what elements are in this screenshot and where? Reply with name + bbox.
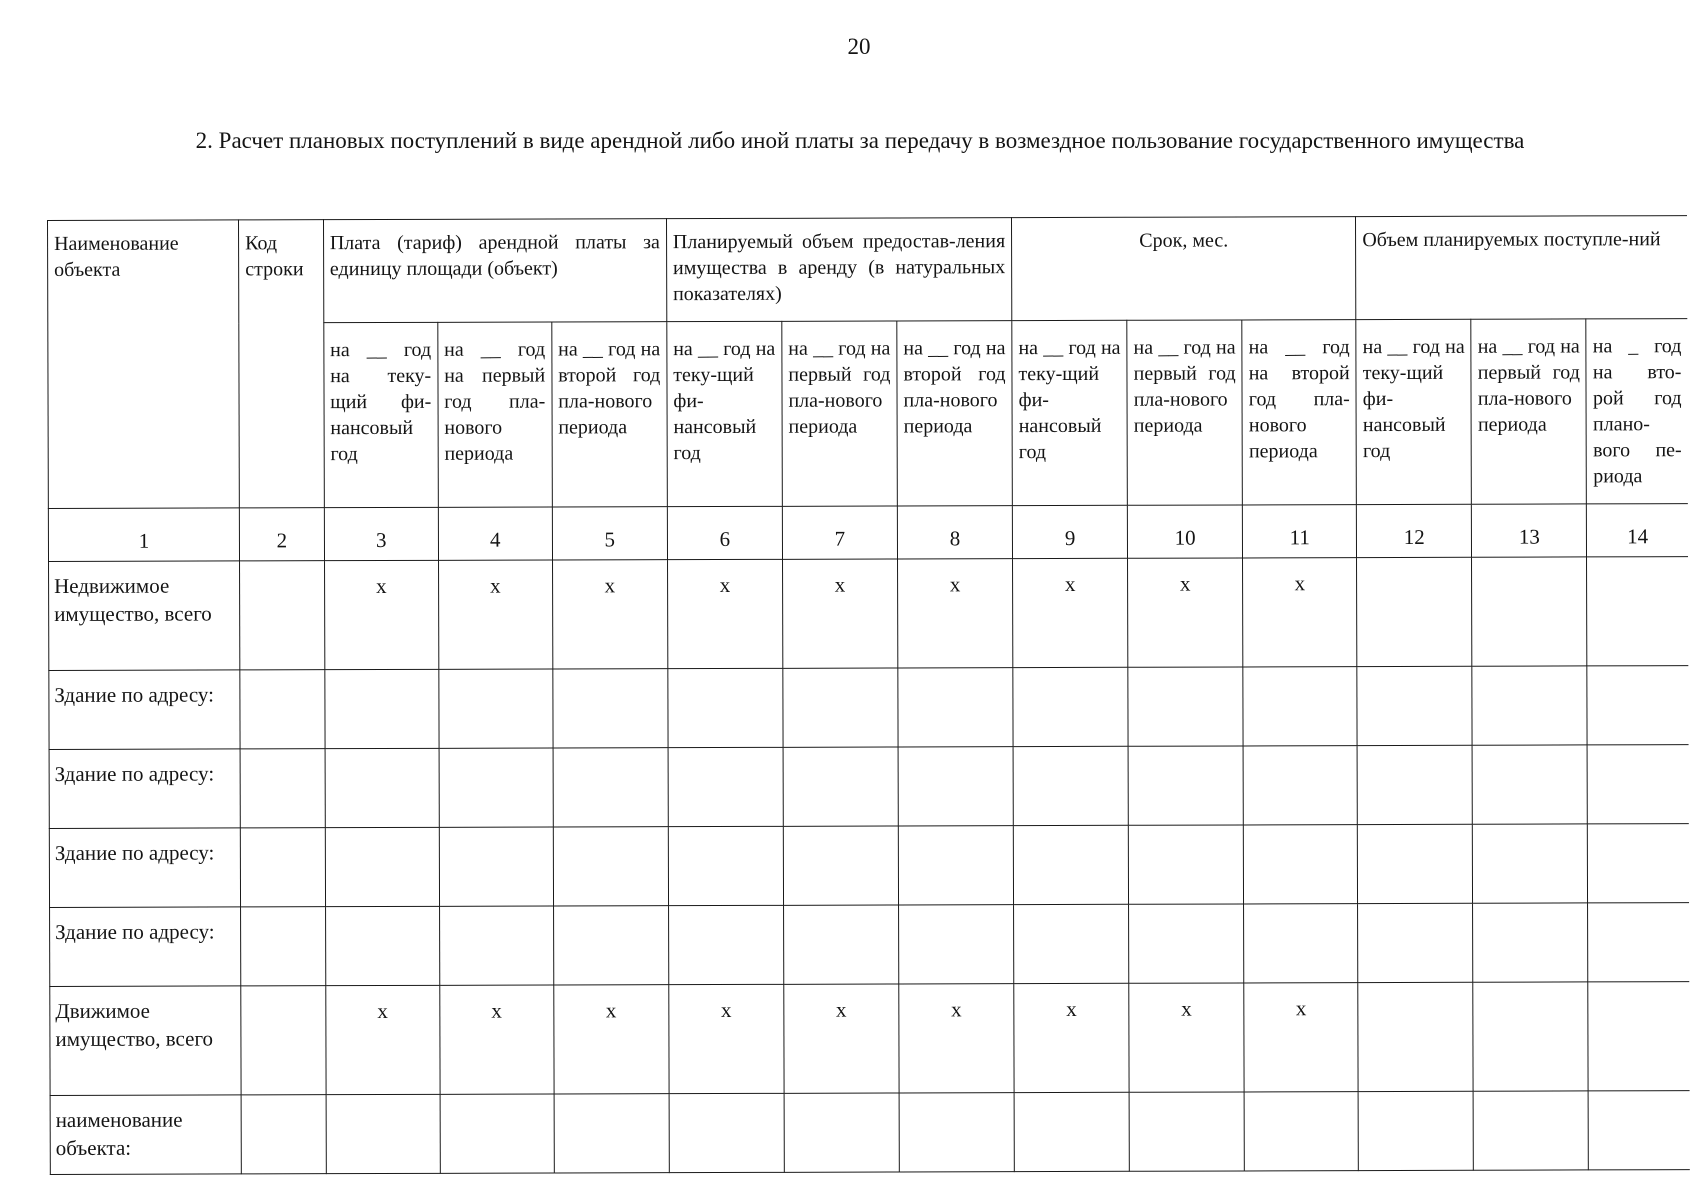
row-code-cell[interactable] xyxy=(241,986,326,1095)
column-number-row xyxy=(48,504,1688,562)
table-cell[interactable] xyxy=(668,668,783,747)
table-cell: x xyxy=(440,985,554,1094)
table-cell: x xyxy=(1129,983,1244,1092)
column-number: 1 xyxy=(48,508,239,562)
column-number: 11 xyxy=(1243,505,1357,558)
table-cell: x xyxy=(553,985,668,1094)
column-number: 4 xyxy=(438,507,552,560)
table-cell: x xyxy=(1014,983,1129,1092)
column-number: 9 xyxy=(1012,505,1127,558)
subheader-cell: на __ год на первый год пла-нового периода xyxy=(1471,319,1587,504)
table-cell: x xyxy=(324,560,438,669)
table-cell[interactable] xyxy=(1473,982,1588,1091)
table-cell[interactable] xyxy=(1472,745,1587,824)
table-cell[interactable] xyxy=(1358,1091,1473,1170)
table-cell[interactable] xyxy=(554,1094,669,1173)
table-cell[interactable] xyxy=(1244,904,1358,983)
group-header-rate: Плата (тариф) арендной платы за единицу площади (объект) xyxy=(323,219,666,323)
row-name: Здание по адресу: xyxy=(49,670,240,750)
revenue-table-container xyxy=(47,215,1690,1175)
table-cell[interactable] xyxy=(1243,746,1357,825)
table-cell[interactable] xyxy=(783,826,898,905)
table-cell[interactable] xyxy=(783,905,898,984)
table-cell[interactable] xyxy=(1472,666,1587,745)
table-cell[interactable] xyxy=(1587,557,1688,666)
column-number: 7 xyxy=(782,506,897,559)
table-cell[interactable] xyxy=(439,827,553,906)
table-cell[interactable] xyxy=(439,669,553,748)
table-cell[interactable] xyxy=(1243,667,1357,746)
table-cell: x xyxy=(326,985,440,1094)
table-cell[interactable] xyxy=(668,905,783,984)
table-cell[interactable] xyxy=(1013,825,1128,904)
subheader-cell: на __ год на теку-щий фи-нансовый год xyxy=(667,321,783,506)
table-row-movable-total xyxy=(50,982,1690,1096)
section-title: 2. Расчет плановых поступлений в виде арендной либо иной платы за передачу в возмездное пользование государственного имущества xyxy=(195,128,1525,153)
subheader-cell: на _ год на вто-рой год плано-вого пе-риода xyxy=(1586,319,1688,504)
subheader-cell: на __ год на теку-щий фи-нансовый год xyxy=(1356,319,1472,504)
row-name: наименование объекта: xyxy=(50,1095,241,1175)
row-name: Недвижимое имущество, всего xyxy=(49,561,240,671)
table-cell: x xyxy=(782,559,897,668)
table-cell[interactable] xyxy=(1013,746,1128,825)
group-header-volume: Планируемый объем предостав-ления имущества в аренду (в натуральных показателях) xyxy=(666,218,1012,322)
row-name: Здание по адресу: xyxy=(49,749,240,829)
group-header-term: Срок, мес. xyxy=(1012,217,1356,321)
column-number: 14 xyxy=(1587,504,1688,557)
table-cell[interactable] xyxy=(1472,557,1587,666)
table-cell[interactable] xyxy=(1244,1092,1358,1171)
table-cell[interactable] xyxy=(1588,824,1689,903)
column-number: 6 xyxy=(667,506,782,559)
table-cell[interactable] xyxy=(668,747,783,826)
col-header-row-code: Код строки xyxy=(239,220,325,508)
row-code-cell[interactable] xyxy=(241,1095,326,1174)
table-cell[interactable] xyxy=(783,668,898,747)
table-row-real-estate-total xyxy=(49,557,1689,671)
table-cell[interactable] xyxy=(898,668,1013,747)
column-number: 12 xyxy=(1357,504,1472,557)
col-header-object-name: Наименование объекта xyxy=(48,220,240,509)
row-code-cell[interactable] xyxy=(240,749,325,828)
table-cell[interactable] xyxy=(553,669,668,748)
table-cell: x xyxy=(438,560,552,669)
table-cell[interactable] xyxy=(1129,904,1244,983)
header-row-groups xyxy=(48,216,1688,324)
row-name: Здание по адресу: xyxy=(49,828,240,908)
table-cell[interactable] xyxy=(1244,825,1358,904)
table-cell[interactable] xyxy=(553,906,668,985)
subheader-cell: на __ год на второй год пла-нового периода xyxy=(1242,320,1357,505)
column-number: 8 xyxy=(897,506,1012,559)
table-cell[interactable] xyxy=(1473,903,1588,982)
table-cell[interactable] xyxy=(326,1094,440,1173)
table-cell[interactable] xyxy=(784,1093,899,1172)
row-code-cell[interactable] xyxy=(240,561,325,670)
table-cell: x xyxy=(669,984,784,1093)
table-cell[interactable] xyxy=(325,748,439,827)
table-cell[interactable] xyxy=(1357,557,1472,666)
column-number: 2 xyxy=(239,508,324,561)
table-cell: x xyxy=(897,559,1012,668)
table-cell[interactable] xyxy=(325,827,439,906)
subheader-cell: на __ год на теку-щий фи-нансовый год xyxy=(1012,320,1128,505)
table-cell: x xyxy=(1128,558,1243,667)
table-cell: x xyxy=(1244,983,1358,1092)
row-code-cell[interactable] xyxy=(240,828,325,907)
table-cell[interactable] xyxy=(1358,824,1473,903)
subheader-cell: на __ год на первый год пла-нового периода xyxy=(1127,320,1243,505)
subheader-cell: на __ год на второй год пла-нового периода xyxy=(897,321,1013,506)
table-cell[interactable] xyxy=(1128,746,1243,825)
table-row-building xyxy=(49,824,1689,908)
table-row-building xyxy=(49,666,1689,750)
table-cell: x xyxy=(552,560,667,669)
table-cell: x xyxy=(667,559,782,668)
table-cell[interactable] xyxy=(1357,666,1472,745)
table-cell[interactable] xyxy=(1473,1091,1588,1170)
subheader-cell: на __ год на первый год пла-нового периода xyxy=(782,321,898,506)
table-cell[interactable] xyxy=(1588,903,1689,982)
column-number: 10 xyxy=(1128,505,1243,558)
table-cell[interactable] xyxy=(1013,667,1128,746)
table-cell[interactable] xyxy=(1358,982,1473,1091)
group-header-revenue: Объем планируемых поступле-ний xyxy=(1356,216,1688,320)
row-code-cell[interactable] xyxy=(240,670,325,749)
table-cell[interactable] xyxy=(898,747,1013,826)
table-cell[interactable] xyxy=(1128,667,1243,746)
table-cell[interactable] xyxy=(783,747,898,826)
table-cell[interactable] xyxy=(1587,745,1688,824)
table-cell[interactable] xyxy=(553,748,668,827)
row-code-cell[interactable] xyxy=(241,907,326,986)
table-cell: x xyxy=(1243,558,1357,667)
table-cell[interactable] xyxy=(1129,1092,1244,1171)
subheader-cell: на __ год на второй год пла-нового периода xyxy=(552,322,668,507)
table-cell[interactable] xyxy=(669,1093,784,1172)
table-cell[interactable] xyxy=(440,1094,554,1173)
row-name: Здание по адресу: xyxy=(50,907,241,987)
table-row-building xyxy=(50,903,1690,987)
table-cell[interactable] xyxy=(1588,982,1689,1091)
table-cell[interactable] xyxy=(899,905,1014,984)
table-cell[interactable] xyxy=(325,669,439,748)
table-cell[interactable] xyxy=(1587,666,1688,745)
column-number: 13 xyxy=(1472,504,1587,557)
row-name: Движимое имущество, всего xyxy=(50,986,241,1096)
table-cell[interactable] xyxy=(1588,1091,1689,1170)
table-cell: x xyxy=(1013,558,1128,667)
table-row-building xyxy=(49,745,1689,829)
table-cell[interactable] xyxy=(1014,904,1129,983)
table-cell[interactable] xyxy=(1014,1092,1129,1171)
table-cell: x xyxy=(899,984,1014,1093)
table-cell[interactable] xyxy=(899,1093,1014,1172)
table-cell[interactable] xyxy=(1473,824,1588,903)
table-cell[interactable] xyxy=(325,906,439,985)
page-number: 20 xyxy=(847,34,871,59)
table-cell[interactable] xyxy=(553,827,668,906)
column-number: 5 xyxy=(552,507,667,560)
planned-revenue-table xyxy=(47,215,1690,1175)
subheader-cell: на __ год на первый год пла-нового периода xyxy=(438,322,553,507)
table-cell[interactable] xyxy=(439,906,553,985)
column-number: 3 xyxy=(324,507,438,560)
table-cell[interactable] xyxy=(1358,903,1473,982)
table-cell[interactable] xyxy=(439,748,553,827)
subheader-cell: на __ год на теку-щий фи-нансовый год xyxy=(324,322,439,507)
table-cell[interactable] xyxy=(898,826,1013,905)
table-cell: x xyxy=(784,984,899,1093)
table-cell[interactable] xyxy=(1357,745,1472,824)
table-cell[interactable] xyxy=(1128,825,1243,904)
table-row-object xyxy=(50,1091,1690,1175)
table-cell[interactable] xyxy=(668,826,783,905)
